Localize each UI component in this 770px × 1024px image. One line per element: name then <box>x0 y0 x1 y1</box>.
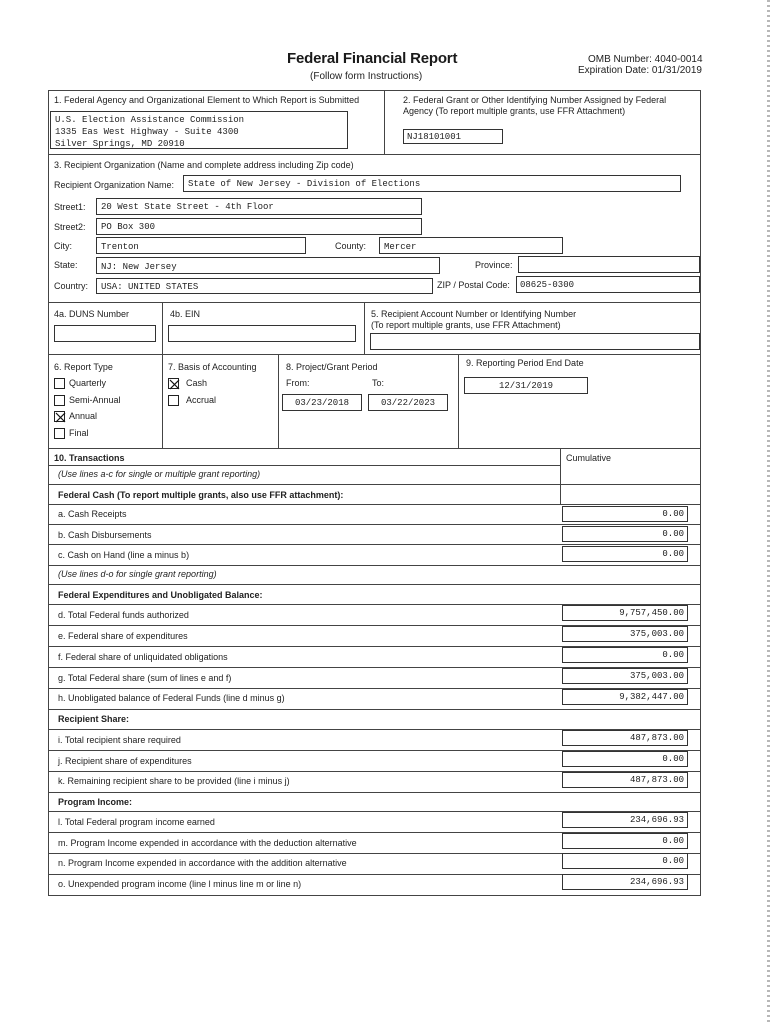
federal-cash-heading: Federal Cash (To report multiple grants, also use FFR attachment): <box>58 490 344 500</box>
state-label: State: <box>54 260 78 270</box>
project-period-label: 8. Project/Grant Period <box>286 362 378 372</box>
frame-left-4 <box>48 302 49 354</box>
note-lines-d-o: (Use lines d-o for single grant reporting) <box>58 569 217 579</box>
agency-line1: U.S. Election Assistance Commission <box>55 115 245 125</box>
option-final: Final <box>69 428 89 438</box>
option-cash: Cash <box>186 378 208 388</box>
street1-value: 20 West State Street - 4th Floor <box>101 202 274 212</box>
checkbox-final[interactable] <box>54 428 65 439</box>
to-date-value: 03/22/2023 <box>380 398 435 408</box>
county-field[interactable] <box>379 237 563 254</box>
checkbox-accrual[interactable] <box>168 395 179 406</box>
country-value: USA: UNITED STATES <box>101 282 199 292</box>
divider-fed-exp <box>48 584 700 585</box>
divider-10-sub <box>48 465 560 466</box>
frame-bottom <box>48 895 700 896</box>
line-j-label: j. Recipient share of expenditures <box>58 756 192 766</box>
from-label: From: <box>286 378 310 388</box>
note-lines-a-c: (Use lines a-c for single or multiple grant reporting) <box>58 469 261 479</box>
zip-value: 08625-0300 <box>520 280 575 290</box>
basis-accounting-label: 7. Basis of Accounting <box>168 362 257 372</box>
divider-1-2 <box>384 90 385 154</box>
line-d-label: d. Total Federal funds authorized <box>58 610 189 620</box>
city-value: Trenton <box>101 242 139 252</box>
cumulative-divider <box>560 448 561 504</box>
divider-8-9 <box>458 354 459 448</box>
line-h-value[interactable]: 9,382,447.00 <box>562 689 688 705</box>
agency-line3: Silver Springs, MD 20910 <box>55 139 185 149</box>
check-x-icon <box>169 379 180 390</box>
line-f-label: f. Federal share of unliquidated obligations <box>58 652 228 662</box>
line-c-value[interactable]: 0.00 <box>562 546 688 562</box>
line-e-value[interactable]: 375,003.00 <box>562 626 688 642</box>
frame-left-1 <box>48 90 49 154</box>
period-end-field[interactable] <box>464 377 588 394</box>
divider-program <box>48 792 700 793</box>
option-semi-annual: Semi-Annual <box>69 395 121 405</box>
period-end-value: 12/31/2019 <box>498 381 553 391</box>
line-o-value[interactable]: 234,696.93 <box>562 874 688 890</box>
option-accrual: Accrual <box>186 395 217 405</box>
divider-row-c <box>48 544 700 545</box>
section5-label-1: 5. Recipient Account Number or Identifying Number <box>371 309 577 319</box>
line-k-label: k. Remaining recipient share to be provided (line i minus j) <box>58 776 290 786</box>
country-field[interactable] <box>96 278 433 294</box>
line-l-value[interactable]: 234,696.93 <box>562 812 688 828</box>
frame-top <box>48 90 700 91</box>
section3-label: 3. Recipient Organization (Name and complete address including Zip code) <box>54 160 354 170</box>
divider-fed-cash <box>48 484 700 485</box>
line-o-label: o. Unexpended program income (line l minus line m or line n) <box>58 879 302 889</box>
divider-7-8 <box>278 354 279 448</box>
country-label: Country: <box>54 281 89 291</box>
divider-6-7 <box>162 354 163 448</box>
agency-address-field[interactable] <box>50 111 348 149</box>
checkbox-cash[interactable] <box>168 378 179 389</box>
transactions-label: 10. Transactions <box>54 453 125 463</box>
expiration-date: Expiration Date: 01/31/2019 <box>578 65 702 76</box>
line-f-value[interactable]: 0.00 <box>562 647 688 663</box>
omb-number: OMB Number: 4040-0014 <box>588 54 703 65</box>
check-x-icon <box>55 412 66 423</box>
line-l-label: l. Total Federal program income earned <box>58 817 215 827</box>
ein-label: 4b. EIN <box>170 309 201 319</box>
cumulative-label: Cumulative <box>566 453 612 463</box>
street2-label: Street2: <box>54 222 86 232</box>
county-value: Mercer <box>384 242 417 252</box>
form-title: Federal Financial Report <box>287 50 458 67</box>
report-type-label: 6. Report Type <box>54 362 113 372</box>
section2-label-2: Agency (To report multiple grants, use FFR Attachment) <box>403 106 626 116</box>
line-m-value[interactable]: 0.00 <box>562 833 688 849</box>
grant-number-value: NJ18101001 <box>407 132 462 142</box>
checkbox-annual[interactable] <box>54 411 65 422</box>
city-label: City: <box>54 241 72 251</box>
divider-row-b <box>48 524 700 525</box>
section1-label: 1. Federal Agency and Organizational Element to Which Report is Submitted <box>54 95 360 105</box>
county-label: County: <box>335 241 367 251</box>
reporting-period-label: 9. Reporting Period End Date <box>466 358 584 368</box>
state-value: NJ: New Jersey <box>101 262 177 272</box>
line-n-label: n. Program Income expended in accordance with the addition alternative <box>58 858 347 868</box>
line-g-value[interactable]: 375,003.00 <box>562 668 688 684</box>
divider-row-6 <box>48 354 700 355</box>
divider-recipient <box>48 709 700 710</box>
checkbox-quarterly[interactable] <box>54 378 65 389</box>
line-i-value[interactable]: 487,873.00 <box>562 730 688 746</box>
form-subtitle: (Follow form Instructions) <box>310 71 423 82</box>
line-c-label: c. Cash on Hand (line a minus b) <box>58 550 190 560</box>
section2-label-1: 2. Federal Grant or Other Identifying Number Assigned by Federal <box>403 95 667 105</box>
recipient-name-value: State of New Jersey - Division of Elections <box>188 179 421 189</box>
recipient-name-field[interactable] <box>183 175 681 192</box>
to-date-field[interactable] <box>368 394 448 411</box>
checkbox-semi-annual[interactable] <box>54 395 65 406</box>
frame-right-10 <box>700 448 701 896</box>
from-date-value: 03/23/2018 <box>294 398 349 408</box>
from-date-field[interactable] <box>282 394 362 411</box>
frame-right-1 <box>700 90 701 154</box>
duns-label: 4a. DUNS Number <box>54 309 130 319</box>
frame-left-3 <box>48 154 49 302</box>
duns-field[interactable] <box>54 325 156 342</box>
program-income-heading: Program Income: <box>58 797 133 807</box>
section5-label-2: (To report multiple grants, use FFR Attachment) <box>371 320 561 330</box>
line-d-value[interactable]: 9,757,450.00 <box>562 605 688 621</box>
zip-field[interactable] <box>516 276 700 293</box>
divider-row-4 <box>48 302 700 303</box>
line-h-label: h. Unobligated balance of Federal Funds (line d minus g) <box>58 693 285 703</box>
frame-left-10 <box>48 448 49 896</box>
divider-row-3 <box>48 154 700 155</box>
ein-field[interactable] <box>168 325 356 342</box>
line-b-label: b. Cash Disbursements <box>58 530 152 540</box>
line-m-label: m. Program Income expended in accordance with the deduction alternative <box>58 838 357 848</box>
line-a-value[interactable]: 0.00 <box>562 506 688 522</box>
option-annual: Annual <box>69 411 98 421</box>
frame-right-3 <box>700 154 701 302</box>
city-field[interactable] <box>96 237 306 254</box>
state-field[interactable] <box>96 257 440 274</box>
frame-left-6 <box>48 354 49 448</box>
frame-right-6 <box>700 354 701 448</box>
grant-number-field[interactable] <box>403 129 503 144</box>
option-quarterly: Quarterly <box>69 378 107 388</box>
line-a-label: a. Cash Receipts <box>58 509 127 519</box>
frame-right-4 <box>700 302 701 354</box>
line-j-value[interactable]: 0.00 <box>562 751 688 767</box>
street1-label: Street1: <box>54 202 86 212</box>
recipient-name-label: Recipient Organization Name: <box>54 180 175 190</box>
agency-line2: 1335 Eas West Highway - Suite 4300 <box>55 127 239 137</box>
divider-row-10 <box>48 448 700 449</box>
line-i-label: i. Total recipient share required <box>58 735 181 745</box>
divider-note-d-o <box>48 565 700 566</box>
to-label: To: <box>372 378 385 388</box>
street2-value: PO Box 300 <box>101 222 156 232</box>
street2-field[interactable] <box>96 218 422 235</box>
line-e-label: e. Federal share of expenditures <box>58 631 188 641</box>
street1-field[interactable] <box>96 198 422 215</box>
line-n-value[interactable]: 0.00 <box>562 853 688 869</box>
divider-4a-4b <box>162 302 163 354</box>
recipient-account-field[interactable] <box>370 333 700 350</box>
recipient-share-heading: Recipient Share: <box>58 714 130 724</box>
zip-label: ZIP / Postal Code: <box>437 280 510 290</box>
line-k-value[interactable]: 487,873.00 <box>562 772 688 788</box>
province-label: Province: <box>475 260 513 270</box>
fed-exp-heading: Federal Expenditures and Unobligated Balance: <box>58 590 263 600</box>
province-field[interactable] <box>518 256 700 273</box>
line-g-label: g. Total Federal share (sum of lines e and f) <box>58 673 232 683</box>
divider-4-5 <box>364 302 365 354</box>
divider-row-a <box>48 504 700 505</box>
line-b-value[interactable]: 0.00 <box>562 526 688 542</box>
